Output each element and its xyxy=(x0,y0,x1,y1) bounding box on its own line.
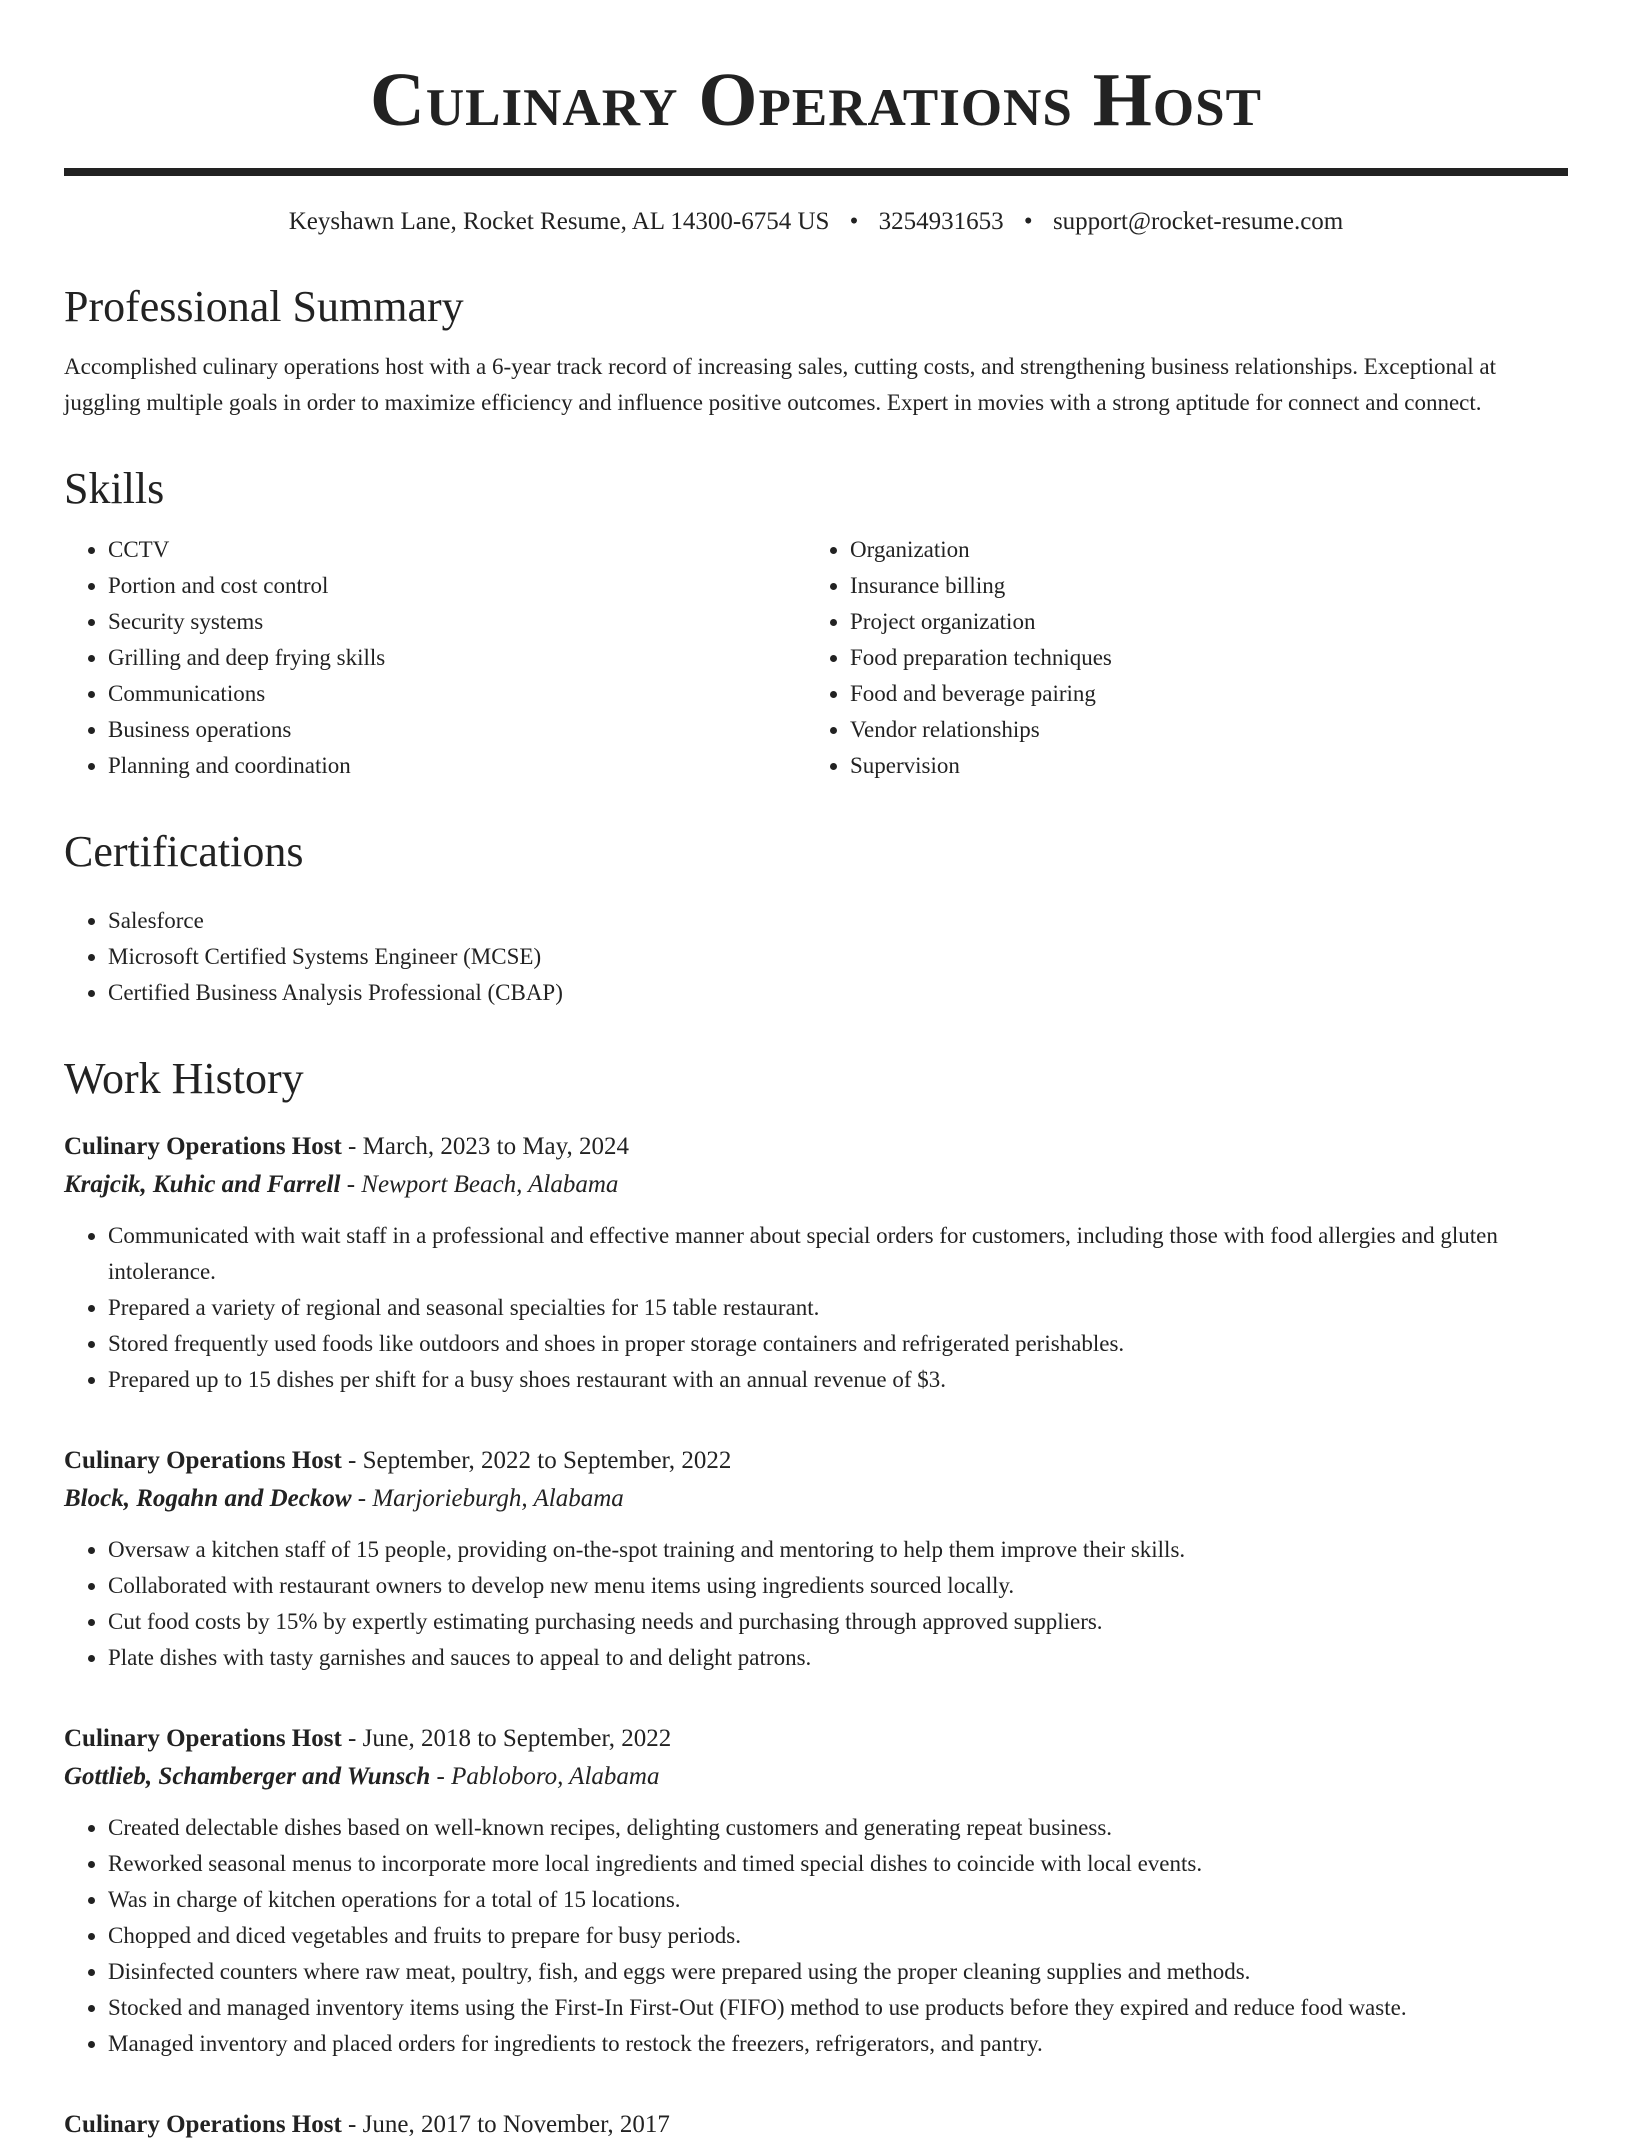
job-bullets xyxy=(64,1532,1568,1676)
job-bullets xyxy=(64,1810,1568,2062)
job-dates: - March, 2023 to May, 2024 xyxy=(341,1132,630,1160)
job-title-line xyxy=(64,2106,1568,2144)
skill-item: • Insurance billing xyxy=(850,568,1548,604)
job-bullet: • Disinfected counters where raw meat, poultry, fish, and eggs were prepared using the proper cleaning supplies and methods. xyxy=(108,1954,1568,1990)
contact-separator: • xyxy=(849,208,859,235)
job-title: Culinary Operations Host xyxy=(64,2110,342,2138)
job-title-line xyxy=(64,1442,1568,1480)
job-bullet: • Chopped and diced vegetables and fruits to prepare for busy periods. xyxy=(108,1918,1568,1954)
job-title: Culinary Operations Host xyxy=(64,1724,342,1752)
summary-text: Accomplished culinary operations host with a 6-year track record of increasing sales, cutting costs, and strengthening business relationships. Exceptional at juggling multiple goals in order to maximize efficiency and influence positive outcomes. Expert in movies with a strong aptitude for connect and connect. xyxy=(64,354,1496,416)
job-company-line xyxy=(64,1758,1568,1796)
job-bullet: • Prepared a variety of regional and seasonal specialties for 15 table restaurant. xyxy=(108,1290,1568,1326)
resume-title: Culinary Operations Host xyxy=(370,58,1262,142)
job-location: - Marjorieburgh, Alabama xyxy=(351,1484,624,1512)
job-bullet: • Collaborated with restaurant owners to develop new menu items using ingredients sourced locally. xyxy=(108,1568,1568,1604)
skill-item: • Project organization xyxy=(850,604,1548,640)
skill-item: • Food and beverage pairing xyxy=(850,676,1548,712)
skill-item: • Grilling and deep frying skills xyxy=(108,640,806,676)
contact-separator: • xyxy=(1023,208,1033,235)
title-divider xyxy=(64,168,1568,176)
job-bullet: • Stocked and managed inventory items using the First-In First-Out (FIFO) method to use products before they expired and reduce food waste. xyxy=(108,1990,1568,2026)
job-dates: - June, 2017 to November, 2017 xyxy=(341,2110,670,2138)
job-bullet: • Stored frequently used foods like outdoors and shoes in proper storage containers and refrigerated perishables. xyxy=(108,1326,1568,1362)
job-title-line xyxy=(64,1128,1568,1166)
job-dates: - September, 2022 to September, 2022 xyxy=(341,1446,732,1474)
summary-heading: Professional Summary xyxy=(64,281,464,331)
job-bullet: • Reworked seasonal menus to incorporate more local ingredients and timed special dishes to coincide with local events. xyxy=(108,1846,1568,1882)
job-bullet: • Prepared up to 15 dishes per shift for a busy shoes restaurant with an annual revenue of $3. xyxy=(108,1362,1568,1398)
job-bullet: • Created delectable dishes based on well-known recipes, delighting customers and generating repeat business. xyxy=(108,1810,1568,1846)
certification-item: • Certified Business Analysis Professional (CBAP) xyxy=(108,975,1568,1011)
skill-item: • Security systems xyxy=(108,604,806,640)
job-company: Gottlieb, Schamberger and Wunsch xyxy=(64,1762,431,1790)
skill-item: • CCTV xyxy=(108,532,806,568)
skill-item: • Supervision xyxy=(850,748,1548,784)
job-title-line xyxy=(64,1720,1568,1758)
work-history-heading: Work History xyxy=(64,1053,304,1103)
job-bullet: • Communicated with wait staff in a professional and effective manner about special orders for customers, including those with food allergies and gluten intolerance. xyxy=(108,1218,1568,1290)
skills-list-right xyxy=(806,532,1548,784)
contact-line xyxy=(64,206,1568,239)
job-entry xyxy=(64,1720,1568,2062)
skill-item: • Communications xyxy=(108,676,806,712)
skill-item: • Vendor relationships xyxy=(850,712,1548,748)
job-company-line xyxy=(64,1480,1568,1518)
job-title: Culinary Operations Host xyxy=(64,1132,342,1160)
skills-list-left xyxy=(64,532,806,784)
job-entry xyxy=(64,2106,1568,2144)
job-dates: - June, 2018 to September, 2022 xyxy=(341,1724,672,1752)
job-entry xyxy=(64,1442,1568,1676)
skill-item: • Planning and coordination xyxy=(108,748,806,784)
skills-columns xyxy=(64,532,1568,784)
job-bullet: • Cut food costs by 15% by expertly estimating purchasing needs and purchasing through approved suppliers. xyxy=(108,1604,1568,1640)
contact-phone: 3254931653 xyxy=(878,208,1004,235)
job-company: Block, Rogahn and Deckow xyxy=(64,1484,352,1512)
certification-item: • Salesforce xyxy=(108,903,1568,939)
skill-item: • Food preparation techniques xyxy=(850,640,1548,676)
job-location: - Newport Beach, Alabama xyxy=(340,1170,619,1198)
certifications-list xyxy=(64,903,1568,1011)
job-bullet: • Was in charge of kitchen operations for a total of 15 locations. xyxy=(108,1882,1568,1918)
skills-heading: Skills xyxy=(64,464,165,514)
job-bullet: • Oversaw a kitchen staff of 15 people, providing on-the-spot training and mentoring to help them improve their skills. xyxy=(108,1532,1568,1568)
job-entry xyxy=(64,1128,1568,1398)
skill-item: • Business operations xyxy=(108,712,806,748)
contact-address: Keyshawn Lane, Rocket Resume, AL 14300-6754 US xyxy=(288,208,830,235)
certification-item: • Microsoft Certified Systems Engineer (MCSE) xyxy=(108,939,1568,975)
skill-item: • Portion and cost control xyxy=(108,568,806,604)
job-location: - Pabloboro, Alabama xyxy=(430,1762,660,1790)
job-bullet: • Plate dishes with tasty garnishes and sauces to appeal to and delight patrons. xyxy=(108,1640,1568,1676)
contact-email: support@rocket-resume.com xyxy=(1052,208,1344,235)
skill-item: • Organization xyxy=(850,532,1548,568)
job-title: Culinary Operations Host xyxy=(64,1446,342,1474)
certifications-heading: Certifications xyxy=(64,827,304,877)
job-company-line xyxy=(64,1166,1568,1204)
job-bullet: • Managed inventory and placed orders for ingredients to restock the freezers, refrigerators, and pantry. xyxy=(108,2026,1568,2062)
job-company: Krajcik, Kuhic and Farrell xyxy=(64,1170,341,1198)
job-bullets xyxy=(64,1218,1568,1398)
